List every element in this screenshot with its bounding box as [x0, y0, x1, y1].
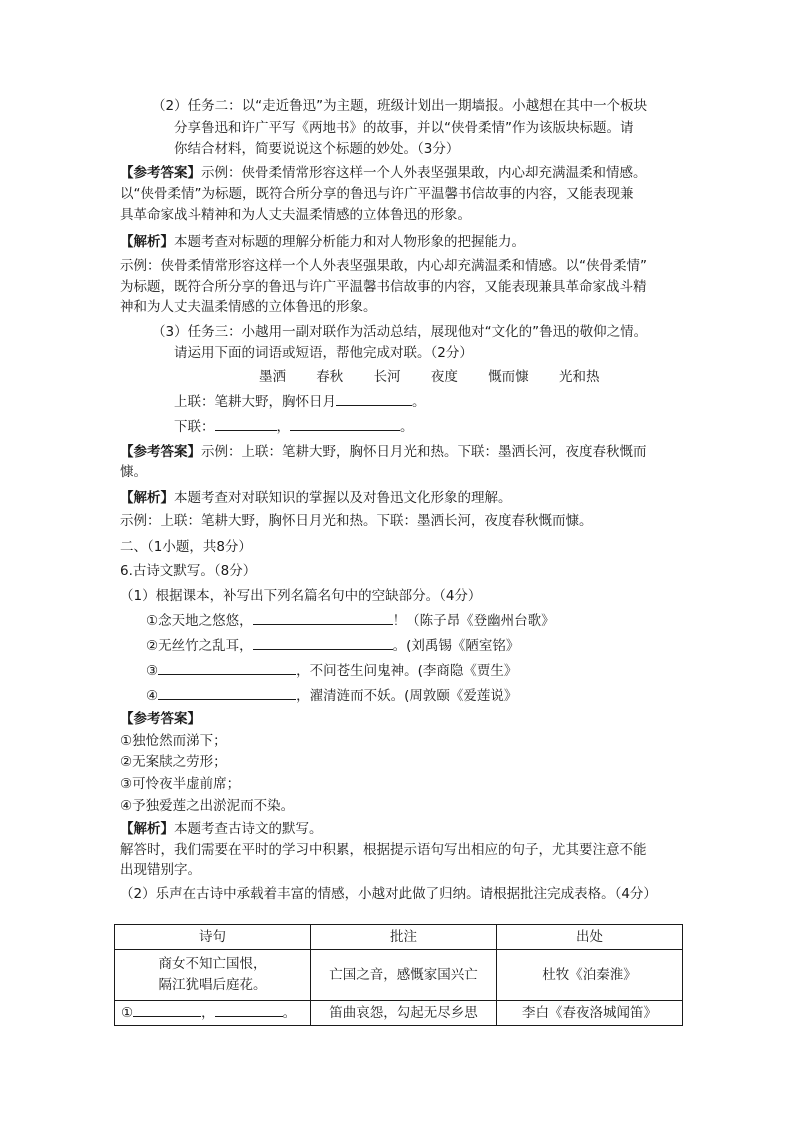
word-item: 慨而慷 — [488, 369, 529, 385]
fill-item-2: ②无丝竹之乱耳， 。(刘禹锡《陋室铭》 — [146, 638, 520, 654]
task2-answer-line3: 具革命家战斗精神和为人丈夫温柔情感的立体鲁迅的形象。 — [120, 207, 471, 223]
source-cell: 杜牧《泊秦淮》 — [497, 950, 683, 1001]
task2-analysis-line4: 神和为人丈夫温柔情感的立体鲁迅的形象。 — [120, 299, 377, 315]
answer-item-4: ④予独爱莲之出淤泥而不染。 — [120, 798, 295, 814]
lower-couplet-blank-1[interactable] — [215, 417, 277, 431]
word-item: 春秋 — [316, 369, 344, 385]
sub-question-2: （2）乐声在古诗中承载着丰富的情感，小越对此做了归纳。请根据批注完成表格。（4分） — [120, 886, 657, 902]
task3-answer-line1: 【参考答案】示例：上联：笔耕大野，胸怀日月光和热。下联：墨洒长河，夜度春秋慨而 — [120, 444, 647, 460]
table-row — [115, 1001, 683, 1026]
task2-analysis-line2: 示例：侠骨柔情常形容这样一个人外表坚强果敢，内心却充满温柔和情感。以“侠骨柔情” — [120, 258, 647, 274]
answer-label: 【参考答案】 — [120, 444, 201, 460]
fill-item-1: ①念天地之悠悠， ！（陈子昂《登幽州台歌》 — [146, 613, 555, 629]
fill-blank-3[interactable] — [158, 661, 296, 675]
table-header-note: 批注 — [311, 925, 497, 950]
lower-couplet: 下联： ， 。 — [174, 419, 414, 435]
word-bank — [259, 367, 625, 387]
task3-question-line2: 请运用下面的词语或短语，帮他完成对联。（2分） — [174, 345, 473, 361]
word-item: 墨洒 — [259, 369, 286, 385]
fill-blank-4[interactable] — [158, 686, 296, 700]
task2-question-line3: 你结合材料，简要说说这个标题的妙处。（3分） — [174, 141, 460, 157]
section2-analysis-line1: 【解析】本题考查古诗文的默写。 — [120, 821, 323, 837]
table-row — [115, 950, 683, 1001]
task2-analysis-line1: 【解析】本题考查对标题的理解分析能力和对人物形象的把握能力。 — [120, 234, 525, 250]
table-blank-2[interactable] — [215, 1003, 283, 1017]
fill-blank-2[interactable] — [253, 636, 393, 650]
task3-analysis-line2: 示例：上联：笔耕大野，胸怀日月光和热。下联：墨洒长河，夜度春秋慨而慷。 — [120, 513, 593, 529]
word-item: 夜度 — [430, 369, 458, 385]
task3-question-line1: （3）任务三：小越用一副对联作为活动总结，展现他对“文化的”鲁迅的敬仰之情。 — [152, 324, 648, 340]
task2-answer-line2: 以“侠骨柔情”为标题，既符合所分享的鲁迅与许广平温馨书信故事的内容，又能表现兼 — [120, 186, 634, 202]
section2-analysis-line3: 出现错别字。 — [120, 862, 201, 878]
lower-couplet-blank-2[interactable] — [290, 417, 400, 431]
table-header-poem: 诗句 — [115, 925, 311, 950]
analysis-label: 【解析】 — [120, 490, 174, 506]
fill-blank-1[interactable] — [253, 611, 393, 625]
table-header-source: 出处 — [497, 925, 683, 950]
upper-couplet-blank[interactable] — [336, 392, 412, 406]
section2-answer-label: 【参考答案】 — [120, 711, 201, 727]
task2-question-line1: （2）任务二：以“走近鲁迅”为主题，班级计划出一期墙报。小越想在其中一个板块 — [152, 98, 648, 114]
word-item: 光和热 — [558, 369, 600, 385]
task2-question-line2: 分享鲁迅和许广平写《两地书》的故事，并以“侠骨柔情”作为该版块标题。请 — [174, 120, 634, 136]
note-cell: 笛曲哀怨，勾起无尽乡思 — [311, 1001, 497, 1026]
answer-item-3: ③可怜夜半虚前席； — [120, 776, 241, 792]
question-6-title: 6.古诗文默写。（8分） — [120, 563, 257, 579]
answer-label: 【参考答案】 — [120, 165, 201, 181]
poem-table — [114, 924, 683, 1026]
task2-analysis-line3: 为标题，既符合所分享的鲁迅与许广平温馨书信故事的内容，又能表现兼具革命家战斗精 — [120, 279, 647, 295]
sub-question-1: （1）根据课本，补写出下列名篇名句中的空缺部分。（4分） — [120, 588, 482, 604]
answer-item-2: ②无案牍之劳形； — [120, 754, 227, 770]
section2-analysis-line2: 解答时，我们需要在平时的学习中积累，根据提示语句写出相应的句子，尤其要注意不能 — [120, 842, 647, 858]
fill-item-3: ③ ，不问苍生问鬼神。(李商隐《贾生》 — [146, 663, 518, 679]
answer-item-1: ①独怆然而涕下； — [120, 733, 227, 749]
note-cell: 亡国之音，感慨家国兴亡 — [311, 950, 497, 1001]
source-cell: 李白《春夜洛城闻笛》 — [497, 1001, 683, 1026]
poem-cell: ① ， 。 — [115, 1001, 311, 1026]
analysis-label: 【解析】 — [120, 821, 174, 837]
poem-cell: 商女不知亡国恨， 隔江犹唱后庭花。 — [115, 950, 311, 1001]
fill-item-4: ④ ，濯清涟而不妖。(周敦颐《爱莲说》 — [146, 688, 518, 704]
task3-answer-line2: 慷。 — [120, 464, 147, 480]
word-item: 长河 — [373, 369, 401, 385]
table-blank-1[interactable] — [133, 1003, 201, 1017]
upper-couplet: 上联：笔耕大野，胸怀日月 。 — [174, 394, 426, 410]
section2-heading: 二、（1小题，共8分） — [120, 539, 252, 555]
task3-analysis-line1: 【解析】本题考查对对联知识的掌握以及对鲁迅文化形象的理解。 — [120, 490, 512, 506]
analysis-label: 【解析】 — [120, 234, 174, 250]
task2-answer-line1: 【参考答案】示例：侠骨柔情常形容这样一个人外表坚强果敢，内心却充满温柔和情感。 — [120, 165, 647, 181]
